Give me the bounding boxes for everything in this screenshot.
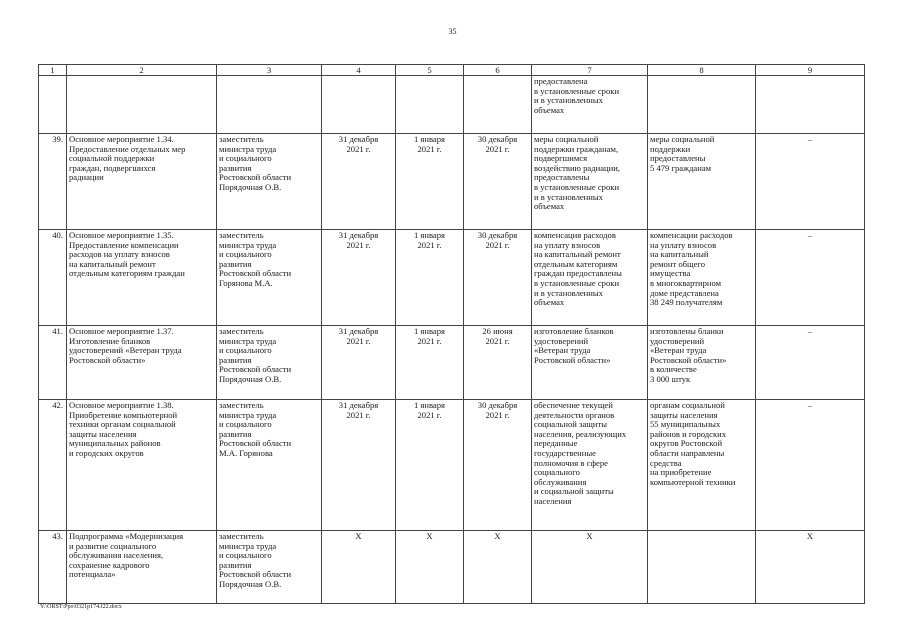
actual-end-date: 30 декабря 2021 г. (464, 400, 532, 531)
measures-table (38, 64, 865, 604)
planned-end-date (322, 76, 396, 134)
header-cell: 6 (464, 65, 532, 76)
row-number: 43. (39, 531, 67, 604)
row-number: 41. (39, 326, 67, 400)
actual-start-date: 1 января 2021 г. (396, 326, 464, 400)
actual-start-date: 1 января 2021 г. (396, 134, 464, 230)
planned-end-date: 31 декабря 2021 г. (322, 134, 396, 230)
responsible-executor: заместитель министра труда и социального развития Ростовской области М.А. Горянова (217, 400, 322, 531)
reasons-column (756, 76, 865, 134)
actual-result: органам социальной защиты населения 55 муниципальных районов и городских округов Ростовской области направлены средства на приобретение компьютерной техники (648, 400, 756, 531)
actual-result: изготовлены бланки удостоверений «Ветеран труда Ростовской области» в количестве 3 000 штук (648, 326, 756, 400)
actual-start-date: 1 января 2021 г. (396, 400, 464, 531)
measure-name: Основное мероприятие 1.38. Приобретение компьютерной техники органам социальной защиты населения муниципальных районов и городских округов (67, 400, 217, 531)
header-cell: 5 (396, 65, 464, 76)
planned-end-date: 31 декабря 2021 г. (322, 230, 396, 326)
actual-start-date: X (396, 531, 464, 604)
table-row (39, 134, 865, 230)
planned-result: меры социальной поддержки гражданам, подвергшимся воздействию радиации, предоставлены в установленные сроки и в установленных объемах (532, 134, 648, 230)
planned-end-date: X (322, 531, 396, 604)
actual-end-date: 30 декабря 2021 г. (464, 134, 532, 230)
row-number: 40. (39, 230, 67, 326)
responsible-executor (217, 76, 322, 134)
measure-name: Основное мероприятие 1.37. Изготовление бланков удостоверений «Ветеран труда Ростовской области» (67, 326, 217, 400)
table-row (39, 400, 865, 531)
actual-start-date: 1 января 2021 г. (396, 230, 464, 326)
planned-result: обеспечение текущей деятельности органов социальной защиты населения, реализующих переданные государственные полномочия в сфере социального обслуживания и социальной защиты населения (532, 400, 648, 531)
measure-name: Основное мероприятие 1.35. Предоставление компенсации расходов на уплату взносов на капитальный ремонт отдельным категориям граждан (67, 230, 217, 326)
table-row (39, 531, 865, 604)
row-number: 39. (39, 134, 67, 230)
actual-result: компенсации расходов на уплату взносов на капитальный ремонт общего имущества в многоквартирном доме представлена 38 249 получателям (648, 230, 756, 326)
table-row (39, 230, 865, 326)
header-cell: 9 (756, 65, 865, 76)
reasons-column: – (756, 230, 865, 326)
actual-end-date: 26 июня 2021 г. (464, 326, 532, 400)
reasons-column: – (756, 326, 865, 400)
measure-name (67, 76, 217, 134)
planned-result: предоставлена в установленные сроки и в установленных объемах (532, 76, 648, 134)
planned-end-date: 31 декабря 2021 г. (322, 326, 396, 400)
reasons-column: – (756, 134, 865, 230)
actual-start-date (396, 76, 464, 134)
actual-end-date: 30 декабря 2021 г. (464, 230, 532, 326)
row-number (39, 76, 67, 134)
actual-end-date: X (464, 531, 532, 604)
responsible-executor: заместитель министра труда и социального развития Ростовской области Порядочная О.В. (217, 531, 322, 604)
header-cell: 7 (532, 65, 648, 76)
actual-end-date (464, 76, 532, 134)
header-cell: 8 (648, 65, 756, 76)
file-path-footer: Y:\ORST\Ppo\0321p174.f22.docx (40, 604, 122, 610)
responsible-executor: заместитель министра труда и социального развития Ростовской области Порядочная О.В. (217, 326, 322, 400)
planned-result: изготовление бланков удостоверений «Ветеран труда Ростовской области» (532, 326, 648, 400)
header-cell: 3 (217, 65, 322, 76)
header-cell: 1 (39, 65, 67, 76)
row-number: 42. (39, 400, 67, 531)
actual-result: меры социальной поддержки предоставлены 5 479 гражданам (648, 134, 756, 230)
table-row (39, 326, 865, 400)
table-row (39, 76, 865, 134)
planned-result: X (532, 531, 648, 604)
reasons-column: – (756, 400, 865, 531)
planned-end-date: 31 декабря 2021 г. (322, 400, 396, 531)
responsible-executor: заместитель министра труда и социального развития Ростовской области Горянова М.А. (217, 230, 322, 326)
planned-result: компенсация расходов на уплату взносов на капитальный ремонт отдельным категориям граждан предоставлены в установленные сроки и в установленных объемах (532, 230, 648, 326)
header-cell: 4 (322, 65, 396, 76)
actual-result (648, 76, 756, 134)
table-header-row (39, 65, 865, 76)
responsible-executor: заместитель министра труда и социального развития Ростовской области Порядочная О.В. (217, 134, 322, 230)
actual-result (648, 531, 756, 604)
header-cell: 2 (67, 65, 217, 76)
page-number: 35 (448, 27, 457, 36)
measure-name: Основное мероприятие 1.34. Предоставление отдельных мер социальной поддержки граждан, подвергшихся радиации (67, 134, 217, 230)
measure-name: Подпрограмма «Модернизация и развитие социального обслуживания населения, сохранение кадрового потенциала» (67, 531, 217, 604)
reasons-column: X (756, 531, 865, 604)
